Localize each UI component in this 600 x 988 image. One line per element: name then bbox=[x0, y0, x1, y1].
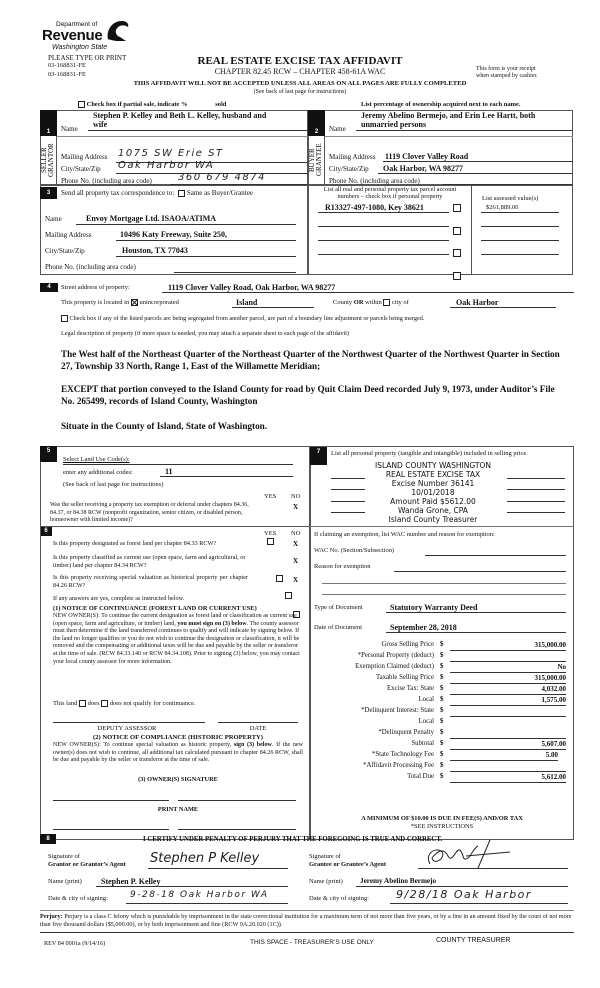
personal-property-line-l1[interactable] bbox=[331, 478, 365, 479]
tax-row bbox=[310, 663, 574, 674]
dollar-sign: $ bbox=[440, 762, 444, 769]
buyer-name-label: Name bbox=[329, 125, 346, 133]
parcel-header-2: numbers – check box if personal property bbox=[337, 193, 443, 200]
see-instructions: *SEE INSTRUCTIONS bbox=[410, 823, 474, 830]
document-type-label: Type of Document bbox=[314, 604, 363, 611]
owner-signature-line-2[interactable] bbox=[178, 800, 296, 801]
land-use-underline[interactable] bbox=[63, 464, 293, 465]
notice1-text-a: NEW OWNER(S): To continue the current designation as forest land or classification as current use (open space, farm and agriculture, or timber) land, bbox=[53, 613, 297, 627]
correspondence-mailing-underline bbox=[116, 240, 296, 241]
tax-row bbox=[310, 652, 574, 663]
notice1-bold: you must sign on (3) below bbox=[177, 620, 247, 627]
assessor-date-label: DATE bbox=[249, 725, 267, 732]
correspondence-city-value[interactable]: Houston, TX 77043 bbox=[122, 246, 188, 255]
does-checkbox[interactable] bbox=[79, 700, 86, 707]
see-back-text: (See back of last page for instructions) bbox=[253, 89, 347, 95]
buyer-phone-label: Phone No. (including area code) bbox=[329, 177, 420, 185]
seller-city-value[interactable]: Oak Harbor WA bbox=[118, 160, 215, 171]
parcel-underline-1 bbox=[318, 212, 449, 213]
document-type-value[interactable]: Statutory Warranty Deed bbox=[390, 603, 478, 612]
assessor-date-line[interactable] bbox=[218, 722, 298, 723]
seller-side-panel bbox=[40, 136, 57, 185]
document-type-underline bbox=[386, 612, 566, 613]
section7-divider bbox=[310, 526, 574, 527]
assessed-underline-3[interactable] bbox=[481, 240, 559, 241]
county-value[interactable]: Island bbox=[236, 298, 258, 307]
grantee-date-underline bbox=[390, 903, 568, 904]
grantee-signature[interactable] bbox=[420, 838, 540, 870]
grantor-date-value[interactable]: 9-28-18 Oak Harbor WA bbox=[130, 890, 269, 900]
footer-rule bbox=[40, 932, 574, 933]
exemption-claim-label: If claiming an exemption, list WAC number and reason for exemption: bbox=[314, 531, 495, 538]
dollar-sign: $ bbox=[440, 663, 444, 670]
seller-name-label: Name bbox=[61, 125, 78, 133]
parcel-underline-4[interactable] bbox=[318, 254, 449, 255]
forest-no-mark[interactable]: X bbox=[293, 540, 299, 548]
or-label: OR bbox=[353, 299, 364, 306]
buyer-city-value[interactable]: Oak Harbor, WA 98277 bbox=[383, 164, 464, 173]
grantor-side-label: GRANTOR bbox=[47, 143, 55, 177]
reason-label: Reason for exemption bbox=[314, 563, 371, 570]
seller-name-line2[interactable]: wife bbox=[93, 120, 108, 129]
assessed-underline-1 bbox=[481, 212, 559, 213]
unincorporated-label: unincorporated bbox=[139, 299, 179, 306]
grantee-name-underline bbox=[356, 886, 568, 887]
tax-row bbox=[310, 696, 574, 707]
tax-row bbox=[310, 685, 574, 696]
grantor-sig-label-1: Signature of bbox=[48, 853, 80, 860]
stamp-line-2: REAL ESTATE EXCISE TAX bbox=[385, 470, 481, 479]
please-type-text: PLEASE TYPE OR PRINT bbox=[48, 54, 127, 62]
exemption-yes-checkbox[interactable] bbox=[267, 538, 274, 545]
seller-name-line1[interactable]: Stephen P. Kelley and Beth L. Kelley, husband and bbox=[93, 111, 267, 120]
dollar-sign: $ bbox=[440, 773, 444, 780]
same-as-buyer-label: Same as Buyer/Grantee bbox=[186, 189, 253, 197]
section-5-badge: 5 bbox=[40, 446, 57, 462]
notice2-bold: sign (3) below bbox=[233, 742, 272, 748]
minimum-note: A MINIMUM OF $10.00 IS DUE IN FEE(S) AND/OR TAX bbox=[361, 815, 523, 822]
exemption-no-header: NO bbox=[291, 493, 301, 500]
exemption-yes-header: YES bbox=[264, 493, 277, 500]
tax-label: *State Technology Fee bbox=[371, 751, 434, 758]
tax-row bbox=[310, 762, 574, 773]
correspondence-name-underline bbox=[76, 224, 296, 225]
personal-property-line-l4[interactable] bbox=[331, 512, 365, 513]
designation-yes-header: YES bbox=[264, 530, 277, 537]
tax-value[interactable]: 4,032.00 bbox=[450, 685, 566, 695]
city-underline bbox=[450, 307, 556, 308]
grantee-sig-underline bbox=[418, 868, 568, 869]
grantee-side-label: GRANTEE bbox=[315, 143, 323, 177]
correspondence-phone-label: Phone No. (including area code) bbox=[45, 263, 136, 271]
location-row bbox=[61, 299, 179, 306]
street-underline bbox=[162, 292, 574, 293]
additional-codes-value[interactable]: 11 bbox=[165, 467, 173, 476]
legal-description-3: Situate in the County of Island, State of Washington. bbox=[61, 421, 268, 431]
grantor-name-underline bbox=[96, 886, 288, 887]
personal-property-line-l3[interactable] bbox=[331, 501, 365, 502]
parcel-personal-checkbox-1[interactable] bbox=[453, 204, 461, 212]
parcel-divider bbox=[471, 185, 472, 275]
warning-text: THIS AFFIDAVIT WILL NOT BE ACCEPTED UNLESS ALL AREAS ON ALL PAGES ARE FULLY COMPLETED bbox=[133, 80, 467, 87]
tax-label: Exemption Claimed (deduct) bbox=[355, 663, 434, 670]
street-value[interactable]: 1119 Clover Valley Road, Oak Harbor, WA 98277 bbox=[168, 283, 336, 292]
owner-signature-label: (3) OWNER(S) SIGNATURE bbox=[138, 776, 218, 783]
ownership-note: List percentage of ownership acquired next to each name. bbox=[361, 101, 521, 108]
parcel-row-2 bbox=[0, 8, 600, 16]
section6-left-border bbox=[40, 526, 41, 839]
page-title: REAL ESTATE EXCISE TAX AFFIDAVIT bbox=[197, 55, 403, 67]
section6-top-border bbox=[40, 526, 310, 527]
logo-state-text: Washington State bbox=[52, 44, 108, 51]
grantor-name-label: Name (print) bbox=[48, 878, 82, 885]
dollar-sign: $ bbox=[440, 641, 444, 648]
county-treasurer-label: COUNTY TREASURER bbox=[436, 937, 511, 944]
stamp-line-4: 10/01/2018 bbox=[411, 488, 455, 497]
buyer-name-line1[interactable]: Jeremy Abelino Bermejo, and Erin Lee Hartt, both bbox=[361, 111, 536, 120]
dollar-sign: $ bbox=[440, 674, 444, 681]
historic-no-mark[interactable]: X bbox=[293, 576, 299, 584]
dollar-sign: $ bbox=[440, 740, 444, 747]
land-use-see-back: (See back of last page for instructions) bbox=[63, 481, 164, 488]
tax-label: Excise Tax: State bbox=[387, 685, 434, 692]
tax-row bbox=[310, 740, 574, 751]
tax-label: Local bbox=[418, 718, 434, 725]
parcel-number-1[interactable]: R13327-497-1080, Key 38621 bbox=[325, 203, 424, 212]
legal-label: Legal description of property (if more space is needed, you may attach a separate sheet to each page of the affidavit) bbox=[61, 330, 349, 337]
print-name-label: PRINT NAME bbox=[157, 806, 199, 813]
additional-codes-label: enter any additional codes: bbox=[63, 469, 133, 476]
grantor-name-value[interactable]: Stephen P. Kelley bbox=[101, 877, 161, 886]
county-row bbox=[333, 299, 409, 306]
treasurer-use-only: THIS SPACE - TREASURER’S USE ONLY bbox=[250, 939, 374, 946]
street-label: Street address of property: bbox=[61, 284, 130, 291]
parcel-underline-3[interactable] bbox=[318, 240, 449, 241]
tax-table bbox=[310, 641, 574, 784]
grantee-date-label: Date & city of signing: bbox=[309, 895, 369, 902]
seller-phone-label: Phone No. (including area code) bbox=[61, 177, 152, 185]
tax-label: Subtotal bbox=[411, 740, 434, 747]
legal-description-1: The West half of the Northeast Quarter of the Northeast Quarter of the Northwest Quarter of the Northwest Quarter in Section 27, Township 33 North, Range 1, East of the Willamette Meridian; bbox=[61, 349, 560, 371]
notice2-text-a: NEW OWNER(S): To continue special valuation as historic property, bbox=[53, 742, 232, 748]
logo-revenue-text: Revenue bbox=[42, 27, 103, 44]
seller-name-underline bbox=[88, 130, 308, 131]
buyer-mailing-value[interactable]: 1119 Clover Valley Road bbox=[385, 152, 469, 161]
tax-value[interactable] bbox=[450, 707, 566, 717]
document-date-underline bbox=[386, 632, 566, 633]
correspondence-name-label: Name bbox=[45, 215, 62, 223]
grantee-date-value[interactable]: 9/28/18 Oak Harbor bbox=[396, 888, 532, 901]
correspondence-phone-underline[interactable] bbox=[174, 272, 296, 273]
tax-value[interactable]: 5,607.00 bbox=[450, 740, 566, 750]
tax-label: Taxable Selling Price bbox=[375, 674, 434, 681]
section-8-badge: 8 bbox=[40, 834, 56, 844]
located-label: This property is located in bbox=[61, 299, 130, 306]
correspondence-row bbox=[61, 189, 253, 197]
legal-description-2: EXCEPT that portion conveyed to the Island County for road by Quit Claim Deed recorded July 9, 1973, under Auditor’s File No. 265499, records of Island County, Washington bbox=[61, 384, 555, 406]
reason-input-3[interactable] bbox=[322, 594, 566, 595]
parcel-personal-checkbox-3[interactable] bbox=[453, 249, 461, 257]
document-date-label: Date of Document bbox=[314, 624, 363, 631]
buyer-mailing-underline bbox=[383, 161, 573, 162]
seller-mailing-label: Mailing Address bbox=[61, 153, 108, 161]
designation-no-header: NO bbox=[291, 530, 301, 537]
if-yes-text: If any answers are yes, complete as instructed below. bbox=[53, 595, 185, 602]
seller-city-label: City/State/Zip bbox=[61, 165, 101, 173]
does-not-label: does not qualify for continuance. bbox=[109, 700, 196, 707]
tax-value[interactable]: 1,575.00 bbox=[450, 696, 566, 706]
personal-property-line-r4[interactable] bbox=[507, 512, 565, 513]
notice1-text-b: . The county assessor must then determine if the land transferred continues to qualify and will indicate by signing below. If the land no longer qualifies or you do not wish to continue the designation or classification, it will be removed and the compensating or additional taxes will be due and payable by the seller or transferor at the time of sale. (RCW 84.33.140 or RCW 84.34.108). Prior to signing (3) below, you may contact your local county assessor for more information. bbox=[53, 620, 300, 665]
perjury-label: Perjury: bbox=[40, 913, 63, 920]
tax-label: Total Due bbox=[407, 773, 434, 780]
buyer-city-underline bbox=[378, 173, 573, 174]
buyer-city-label: City/State/Zip bbox=[329, 165, 369, 173]
tax-row bbox=[310, 641, 574, 652]
wac-label: WAC No. (Section/Subsection) bbox=[314, 547, 395, 554]
grantee-sig-label-1: Signature of bbox=[309, 853, 341, 860]
exemption-no-mark[interactable]: X bbox=[293, 503, 299, 511]
additional-codes-underline bbox=[160, 476, 293, 477]
notice2-text-b: . If the new owner(s) does not wish to continue, all additional tax calculated pursuant to chapter 84.26 RCW, shall be due and payable by the seller or transferor at the time of sale. bbox=[53, 742, 304, 764]
seller-side-label: SELLER bbox=[40, 147, 48, 173]
receipt-note-2: when stamped by cashier. bbox=[476, 73, 538, 79]
grantor-sig-label-2: Grantor or Grantor’s Agent bbox=[48, 861, 126, 868]
correspondence-city-label: City/State/Zip bbox=[45, 247, 85, 255]
tax-label: Local bbox=[418, 696, 434, 703]
section-1-badge: 1 bbox=[40, 110, 57, 136]
partial-sale-label: Check box if partial sale, indicate % bbox=[86, 101, 188, 108]
deputy-assessor-line[interactable] bbox=[53, 722, 205, 723]
this-land-label: This land bbox=[53, 700, 78, 707]
receipt-note-1: This form is your receipt bbox=[476, 66, 536, 72]
historic-question: Is this property receiving special valuation as historical property per chapter 84.26 RCW? bbox=[53, 574, 248, 589]
section-2-badge: 2 bbox=[308, 110, 325, 136]
same-as-buyer-checkbox[interactable] bbox=[178, 190, 185, 197]
personal-property-line-r1[interactable] bbox=[507, 478, 565, 479]
owner-signature-line-1[interactable] bbox=[53, 800, 169, 801]
correspondence-label: Send all property tax correspondence to: bbox=[61, 189, 175, 197]
assessed-header: List assessed value(s) bbox=[482, 195, 539, 202]
treasurer-stamp bbox=[360, 461, 506, 524]
dollar-sign: $ bbox=[440, 729, 444, 736]
reason-input-2[interactable] bbox=[322, 583, 566, 584]
assessed-value-1[interactable]: $261,889.00 bbox=[486, 204, 519, 211]
tax-label: Gross Selling Price bbox=[381, 641, 434, 648]
grantee-name-label: Name (print) bbox=[309, 878, 343, 885]
tax-value[interactable]: 315,000.00 bbox=[450, 641, 566, 651]
grantor-date-label: Date & city of signing: bbox=[48, 895, 108, 902]
dollar-sign: $ bbox=[440, 751, 444, 758]
buyer-mailing-label: Mailing Address bbox=[329, 153, 376, 161]
footer-top-border bbox=[40, 910, 574, 911]
stamp-line-5: Amount Paid $5612.00 bbox=[390, 497, 476, 506]
perjury-text bbox=[40, 913, 574, 929]
buyer-name-line bbox=[325, 136, 573, 137]
city-checkbox[interactable] bbox=[383, 299, 390, 306]
stamp-line-3: Excise Number 36141 bbox=[391, 479, 475, 488]
segregated-checkbox[interactable] bbox=[61, 315, 68, 322]
personal-property-line-r3[interactable] bbox=[507, 501, 565, 502]
parcel-header-1: List all real and personal property tax parcel account bbox=[323, 186, 457, 193]
correspondence-mailing-label: Mailing Address bbox=[45, 231, 92, 239]
assessed-underline-4[interactable] bbox=[481, 254, 559, 255]
tax-value[interactable]: 315,000.00 bbox=[450, 674, 566, 684]
does-label: does bbox=[87, 700, 100, 707]
current-use-question: Is this property classified as current use (open space, farm and agricultural, or timber) land per chapter 84.34 RCW? bbox=[53, 554, 246, 569]
stamp-line-6: Wanda Grone, CPA bbox=[398, 506, 468, 515]
buyer-name-underline bbox=[356, 130, 573, 131]
section-4-badge: 4 bbox=[40, 283, 58, 292]
dollar-sign: $ bbox=[440, 707, 444, 714]
seller-mailing-value[interactable]: 1075 SW Erie ST bbox=[118, 148, 224, 159]
personal-property-label: List all personal property (tangible and intangible) included in selling price. bbox=[331, 450, 528, 457]
parcel-personal-checkbox-2[interactable] bbox=[453, 227, 461, 235]
tax-value[interactable]: 5,612.00 bbox=[450, 773, 566, 783]
notice1-text bbox=[53, 613, 303, 666]
grantee-name-value[interactable]: Jeremy Abelino Bermejo bbox=[360, 877, 437, 885]
county-underline bbox=[232, 307, 314, 308]
logo-swirl-icon bbox=[104, 18, 130, 42]
correspondence-mailing-value[interactable]: 10496 Katy Freeway, Suite 250, bbox=[120, 230, 227, 239]
buyer-name-line2[interactable]: unmarried persons bbox=[361, 120, 427, 129]
continuance-row bbox=[53, 700, 196, 707]
dollar-sign: $ bbox=[440, 696, 444, 703]
exemption-question: Was the seller receiving a property tax exemption or deferral under chapters 84.36, 84.37, or 84.38 RCW (nonprofit organization, senior citizen, or disabled person, homeowner with limited income)? bbox=[50, 502, 249, 523]
personal-property-line-l2[interactable] bbox=[331, 489, 365, 490]
tax-row-total bbox=[310, 773, 574, 784]
notice1-title: (1) NOTICE OF CONTINUANCE (FOREST LAND OR CURRENT USE) bbox=[53, 605, 257, 612]
buyer-side-panel bbox=[308, 136, 325, 185]
tax-value[interactable] bbox=[450, 718, 566, 728]
partial-sale-checkbox[interactable] bbox=[78, 101, 85, 108]
stamp-line-7: Island County Treasurer bbox=[388, 515, 478, 524]
city-of-label: city of bbox=[392, 299, 409, 306]
tax-row bbox=[310, 751, 574, 762]
reference-number-1: 03-168831-FE bbox=[48, 62, 86, 69]
tax-row bbox=[310, 729, 574, 740]
tax-label: *Personal Property (deduct) bbox=[357, 652, 434, 659]
forest-yes-checkbox[interactable] bbox=[276, 575, 283, 582]
county-label: County bbox=[333, 299, 353, 306]
perjury-body: Perjury is a class C felony which is punishable by imprisonment in the state correctional institution for a maximum term of not more than five years, or by a fine in an amount fixed by the court of not more than five thousand dollars ($5,000.00), or by both imprisonment and fine (RCW 9A.20.020 (1C)). bbox=[40, 913, 572, 928]
seller-phone-underline bbox=[170, 184, 308, 185]
document-date-value[interactable]: September 28, 2018 bbox=[390, 623, 457, 632]
tax-value[interactable] bbox=[450, 652, 566, 662]
forest-question: Is this property designated as forest land per chapter 84.33 RCW? bbox=[53, 540, 217, 547]
section-6-badge: 6 bbox=[40, 527, 52, 536]
tax-value[interactable] bbox=[450, 762, 566, 772]
wac-input[interactable] bbox=[425, 555, 566, 556]
print-name-line-2[interactable] bbox=[178, 829, 296, 830]
city-value[interactable]: Oak Harbor bbox=[456, 298, 499, 307]
dollar-sign: $ bbox=[440, 685, 444, 692]
segregated-row bbox=[61, 315, 424, 322]
does-not-checkbox[interactable] bbox=[101, 700, 108, 707]
tax-label: *Delinquent Interest: State bbox=[361, 707, 434, 714]
deputy-assessor-label: DEPUTY ASSESSOR bbox=[97, 725, 157, 732]
certify-statement: I CERTIFY UNDER PENALTY OF PERJURY THAT THE FOREGOING IS TRUE AND CORRECT. bbox=[143, 836, 443, 843]
reason-input[interactable] bbox=[394, 571, 566, 572]
logo-dept-text: Department of bbox=[56, 21, 98, 28]
stamp-line-1: ISLAND COUNTY WASHINGTON bbox=[374, 461, 491, 470]
tax-row bbox=[310, 674, 574, 685]
tax-value[interactable] bbox=[450, 729, 566, 739]
tax-label: *Delinquent Penalty bbox=[378, 729, 434, 736]
correspondence-city-underline bbox=[116, 256, 296, 257]
grantee-sig-label-2: Grantee or Grantee’s Agent bbox=[309, 861, 387, 868]
correspondence-name-value[interactable]: Envoy Mortgage Ltd. ISAOA/ATIMA bbox=[86, 214, 217, 223]
grantor-sig-underline bbox=[148, 868, 288, 869]
seller-phone-value[interactable]: 360 679 4874 bbox=[178, 172, 266, 183]
grantor-date-underline bbox=[126, 903, 288, 904]
parcel-personal-checkbox-4[interactable] bbox=[453, 272, 461, 280]
within-label: within bbox=[365, 299, 382, 306]
tax-value[interactable]: 5.00 bbox=[450, 751, 558, 761]
assessed-underline-2[interactable] bbox=[481, 226, 559, 227]
reference-number-2: 03-168831-FE bbox=[48, 71, 86, 78]
land-use-label: Select Land Use Code(s): bbox=[63, 456, 130, 463]
current-use-yes-checkbox[interactable] bbox=[285, 592, 292, 599]
partial-sale-row bbox=[78, 101, 226, 108]
tax-value[interactable]: No bbox=[450, 663, 566, 673]
dollar-sign: $ bbox=[440, 652, 444, 659]
form-id: REV 84 0001a (9/14/16) bbox=[44, 940, 106, 947]
tax-label: *Affidavit Processing Fee bbox=[363, 762, 434, 769]
tax-row bbox=[310, 707, 574, 718]
current-use-no-mark[interactable]: X bbox=[293, 557, 299, 565]
section-7-badge: 7 bbox=[310, 447, 327, 465]
parcel-underline-2[interactable] bbox=[318, 226, 449, 227]
unincorporated-checkbox[interactable] bbox=[131, 299, 138, 306]
print-name-line-1[interactable] bbox=[53, 829, 169, 830]
grantor-signature[interactable]: Stephen P Kelley bbox=[150, 851, 260, 866]
section-3-badge: 3 bbox=[40, 187, 57, 199]
page-subtitle: CHAPTER 82.45 RCW – CHAPTER 458-61A WAC bbox=[214, 67, 386, 76]
buyer-side-label: BUYER bbox=[308, 148, 316, 172]
partial-sale-sold: sold bbox=[215, 101, 227, 108]
segregated-label: Check box if any of the listed parcels are being segregated from another parcel, are part of a boundary line adjustment or parcels being merged. bbox=[69, 315, 425, 322]
personal-property-line-r2[interactable] bbox=[507, 489, 565, 490]
tax-row bbox=[310, 718, 574, 729]
dollar-sign: $ bbox=[440, 718, 444, 725]
notice2-text bbox=[53, 742, 303, 765]
buyer-phone-underline[interactable] bbox=[443, 184, 573, 185]
notice2-title: (2) NOTICE OF COMPLIANCE (HISTORIC PROPERTY) bbox=[93, 734, 263, 741]
seller-name-line bbox=[57, 136, 308, 137]
